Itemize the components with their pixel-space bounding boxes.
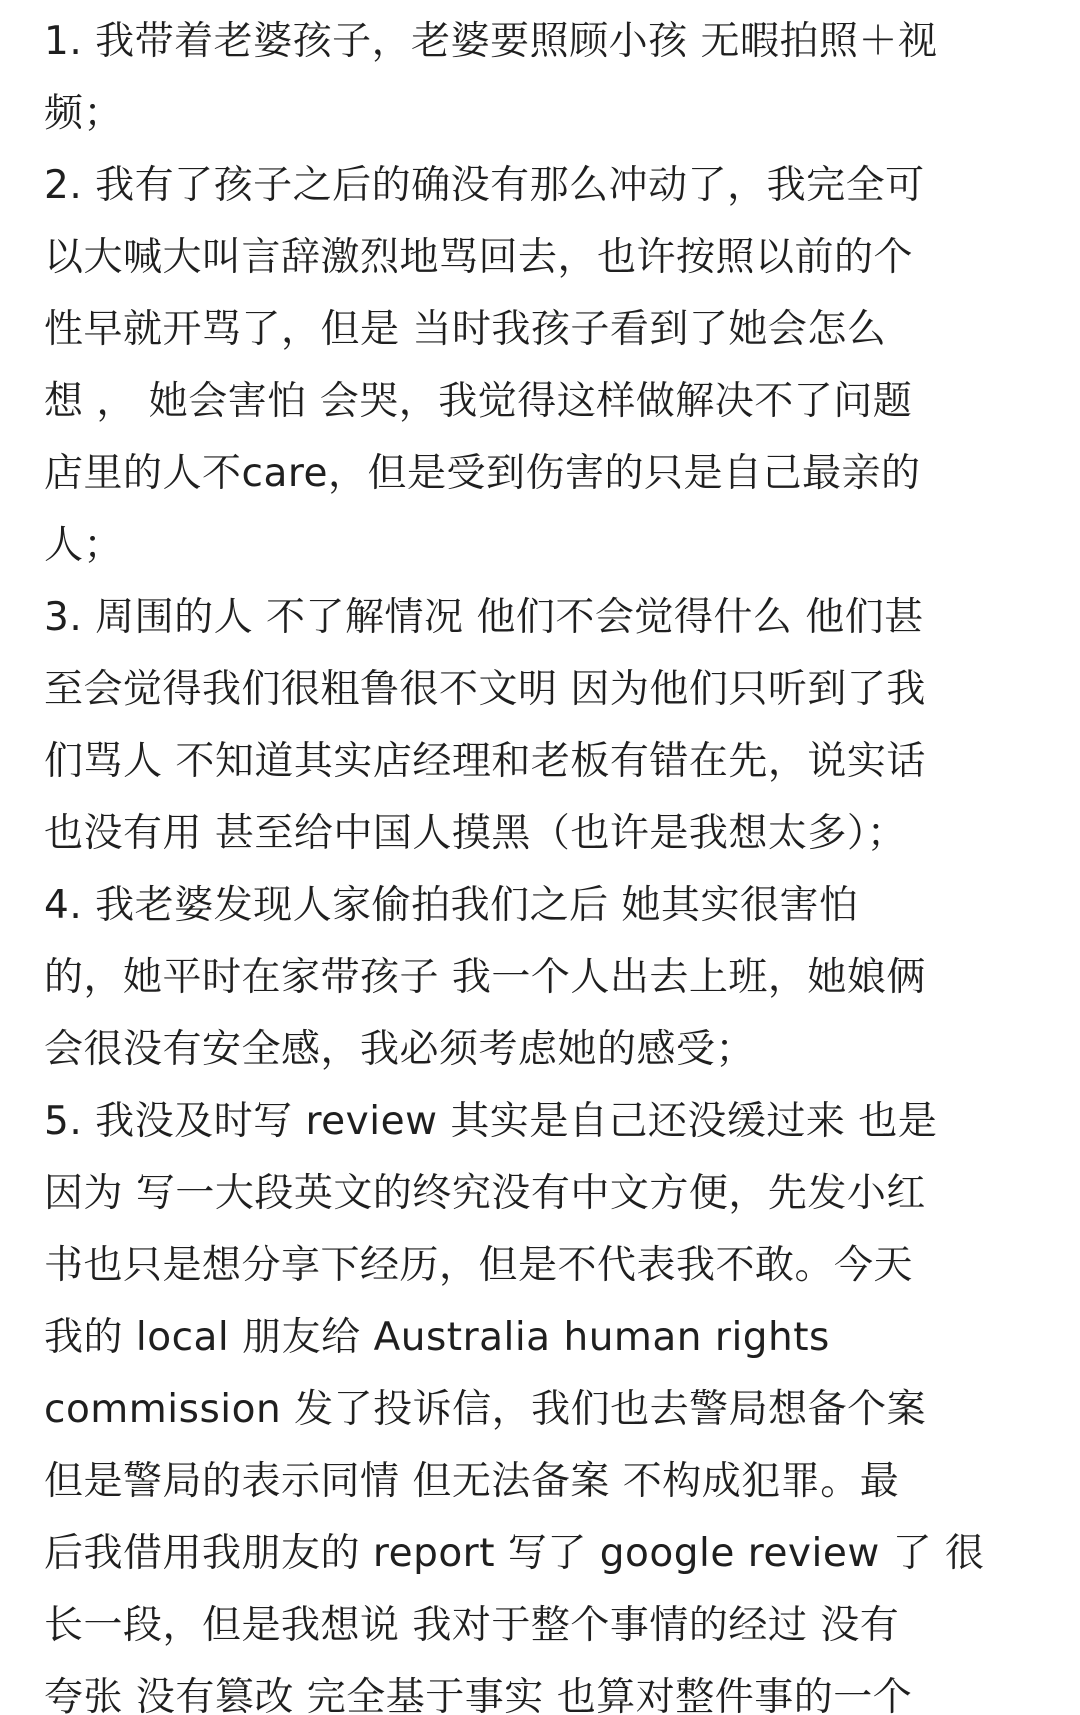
text-line: 我的 local 朋友给 Australia human rights [44,1315,830,1360]
text-line: 会很没有安全感，我必须考虑她的感受； [44,1027,756,1072]
post-body-text [44,6,1044,1715]
text-line: 后我借用我朋友的 report 写了 google review 了 很 [44,1531,985,1576]
text-line: commission 发了投诉信，我们也去警局想备个案 [44,1387,927,1432]
text-line: 想 ， 她会害怕 会哭，我觉得这样做解决不了问题 [44,379,913,424]
text-line: 2. 我有了孩子之后的确没有那么冲动了，我完全可 [44,163,925,208]
text-line: 书也只是想分享下经历，但是不代表我不敢。今天 [44,1243,914,1288]
text-line: 也没有用 甚至给中国人摸黑（也许是我想太多）； [44,811,907,856]
text-line: 1. 我带着老婆孩子，老婆要照顾小孩 无暇拍照＋视 [44,19,938,64]
text-line: 性早就开骂了，但是 当时我孩子看到了她会怎么 [44,307,887,352]
text-line: 因为 写一大段英文的终究没有中文方便，先发小红 [44,1171,926,1216]
text-line: 人； [44,523,124,568]
text-line: 至会觉得我们很粗鲁很不文明 因为他们只听到了我 [44,667,926,712]
text-line: 的，她平时在家带孩子 我一个人出去上班，她娘俩 [44,955,926,1000]
text-line: 长一段，但是我想说 我对于整个事情的经过 没有 [44,1603,900,1648]
text-line: 但是警局的表示同情 但无法备案 不构成犯罪。最 [44,1459,900,1504]
text-line: 店里的人不care，但是受到伤害的只是自己最亲的 [44,451,921,496]
text-line: 5. 我没及时写 review 其实是自己还没缓过来 也是 [44,1099,938,1144]
text-line: 们骂人 不知道其实店经理和老板有错在先，说实话 [44,739,926,784]
text-line: 3. 周围的人 不了解情况 他们不会觉得什么 他们甚 [44,595,924,640]
text-line: 夸张 没有篡改 完全基于事实 也算对整件事的一个 [44,1675,913,1715]
text-line: 4. 我老婆发现人家偷拍我们之后 她其实很害怕 [44,883,859,928]
text-line: 频； [44,91,124,136]
text-line: 以大喊大叫言辞激烈地骂回去，也许按照以前的个 [44,235,914,280]
